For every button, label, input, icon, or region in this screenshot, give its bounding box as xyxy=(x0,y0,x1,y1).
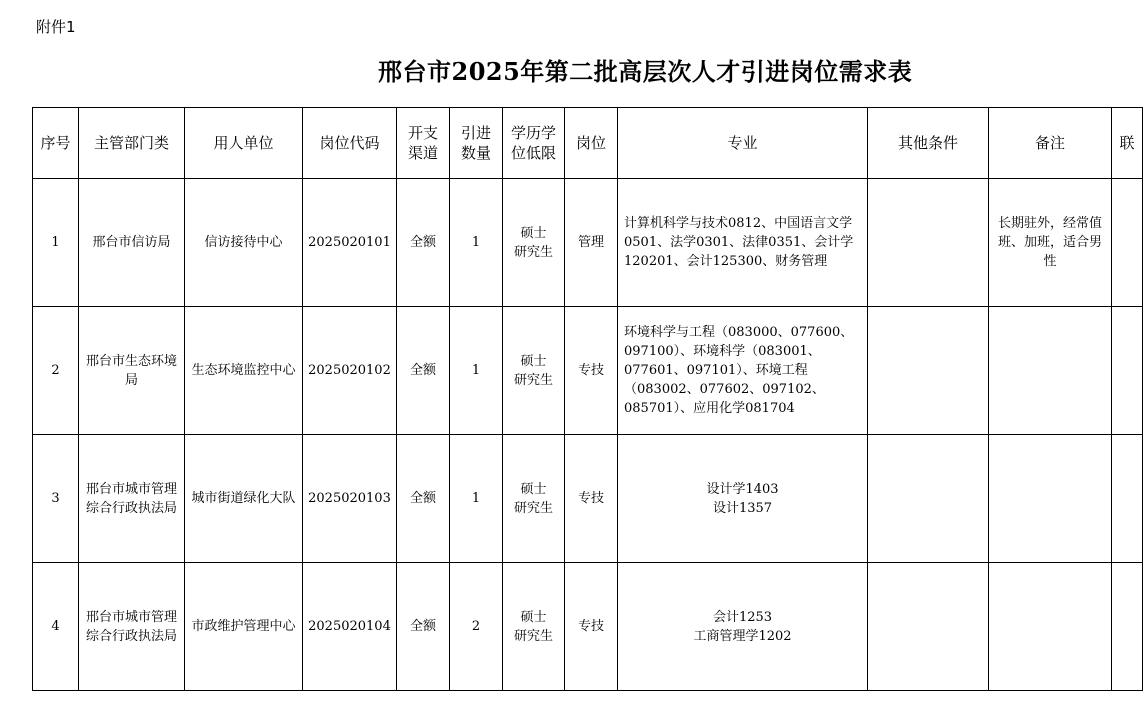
cell-education-line2: 研究生 xyxy=(513,244,553,260)
cell-other xyxy=(868,435,989,563)
cell-employer: 市政维护管理中心 xyxy=(185,563,303,691)
header-count-line2: 数量 xyxy=(460,144,491,162)
cell-education-line2: 研究生 xyxy=(513,372,553,388)
header-major: 专业 xyxy=(618,108,868,179)
cell-extra xyxy=(1112,307,1143,435)
cell-extra xyxy=(1112,435,1143,563)
header-code: 岗位代码 xyxy=(303,108,397,179)
cell-education xyxy=(503,179,565,307)
attachment-label: 附件1 xyxy=(36,18,76,36)
cell-channel: 全额 xyxy=(397,179,450,307)
cell-employer: 生态环境监控中心 xyxy=(185,307,303,435)
cell-education-line1: 硕士 xyxy=(520,609,547,625)
table-frame xyxy=(32,107,1135,697)
header-channel-line1: 开支 xyxy=(407,124,438,142)
cell-remark xyxy=(989,563,1112,691)
cell-education-line1: 硕士 xyxy=(520,481,547,497)
cell-channel: 全额 xyxy=(397,563,450,691)
cell-major-line2: 工商管理学1202 xyxy=(693,628,792,644)
cell-code: 2025020103 xyxy=(303,435,397,563)
cell-other xyxy=(868,179,989,307)
table-row xyxy=(33,179,1143,307)
cell-index: 1 xyxy=(33,179,79,307)
cell-count: 1 xyxy=(450,307,503,435)
cell-major: 计算机科学与技术0812、中国语言文学0501、法学0301、法律0351、会计学120201、会计125300、财务管理 xyxy=(618,179,868,307)
cell-department: 邢台市生态环境局 xyxy=(79,307,185,435)
cell-extra xyxy=(1112,563,1143,691)
cell-channel: 全额 xyxy=(397,307,450,435)
header-count-line1: 引进 xyxy=(460,124,491,142)
cell-department: 邢台市城市管理综合行政执法局 xyxy=(79,435,185,563)
header-row xyxy=(33,108,1143,179)
header-remark: 备注 xyxy=(989,108,1112,179)
table-row xyxy=(33,563,1143,691)
header-education xyxy=(503,108,565,179)
cell-major-line1: 设计学1403 xyxy=(706,481,779,497)
position-table xyxy=(32,107,1143,691)
header-education-line1: 学历学 xyxy=(510,124,556,142)
cell-education xyxy=(503,563,565,691)
header-employer: 用人单位 xyxy=(185,108,303,179)
cell-remark: 长期驻外，经常值班、加班，适合男性 xyxy=(989,179,1112,307)
header-education-line2: 位低限 xyxy=(510,144,556,162)
cell-major-line1: 会计1253 xyxy=(712,609,773,625)
cell-index: 2 xyxy=(33,307,79,435)
cell-count: 1 xyxy=(450,179,503,307)
cell-education-line2: 研究生 xyxy=(513,628,553,644)
cell-major-line2: 设计1357 xyxy=(712,500,773,516)
cell-post: 专技 xyxy=(565,307,618,435)
cell-count: 1 xyxy=(450,435,503,563)
cell-education-line1: 硕士 xyxy=(520,353,547,369)
page-title: 邢台市2025年第二批高层次人才引进岗位需求表 xyxy=(378,57,913,86)
header-channel-line2: 渠道 xyxy=(407,144,438,162)
cell-code: 2025020104 xyxy=(303,563,397,691)
cell-code: 2025020102 xyxy=(303,307,397,435)
cell-other xyxy=(868,563,989,691)
table-row xyxy=(33,435,1143,563)
header-post: 岗位 xyxy=(565,108,618,179)
header-index: 序号 xyxy=(33,108,79,179)
cell-channel: 全额 xyxy=(397,435,450,563)
cell-code: 2025020101 xyxy=(303,179,397,307)
cell-education xyxy=(503,307,565,435)
cell-major xyxy=(618,563,868,691)
cell-major xyxy=(618,435,868,563)
cell-department: 邢台市城市管理综合行政执法局 xyxy=(79,563,185,691)
header-channel xyxy=(397,108,450,179)
header-other: 其他条件 xyxy=(868,108,989,179)
table-row xyxy=(33,307,1143,435)
cell-education-line2: 研究生 xyxy=(513,500,553,516)
cell-index: 3 xyxy=(33,435,79,563)
cell-post: 管理 xyxy=(565,179,618,307)
header-extra: 联 xyxy=(1112,108,1143,179)
cell-remark xyxy=(989,307,1112,435)
header-count xyxy=(450,108,503,179)
cell-other xyxy=(868,307,989,435)
cell-education-line1: 硕士 xyxy=(520,225,547,241)
cell-index: 4 xyxy=(33,563,79,691)
cell-department: 邢台市信访局 xyxy=(79,179,185,307)
cell-major: 环境科学与工程（083000、077600、097100）、环境科学（083001、077601、097101）、环境工程（083002、077602、097102、085701）、应用化学081704 xyxy=(618,307,868,435)
cell-employer: 信访接待中心 xyxy=(185,179,303,307)
cell-education xyxy=(503,435,565,563)
cell-post: 专技 xyxy=(565,563,618,691)
cell-post: 专技 xyxy=(565,435,618,563)
cell-count: 2 xyxy=(450,563,503,691)
cell-employer: 城市街道绿化大队 xyxy=(185,435,303,563)
header-department: 主管部门类 xyxy=(79,108,185,179)
cell-remark xyxy=(989,435,1112,563)
cell-extra xyxy=(1112,179,1143,307)
